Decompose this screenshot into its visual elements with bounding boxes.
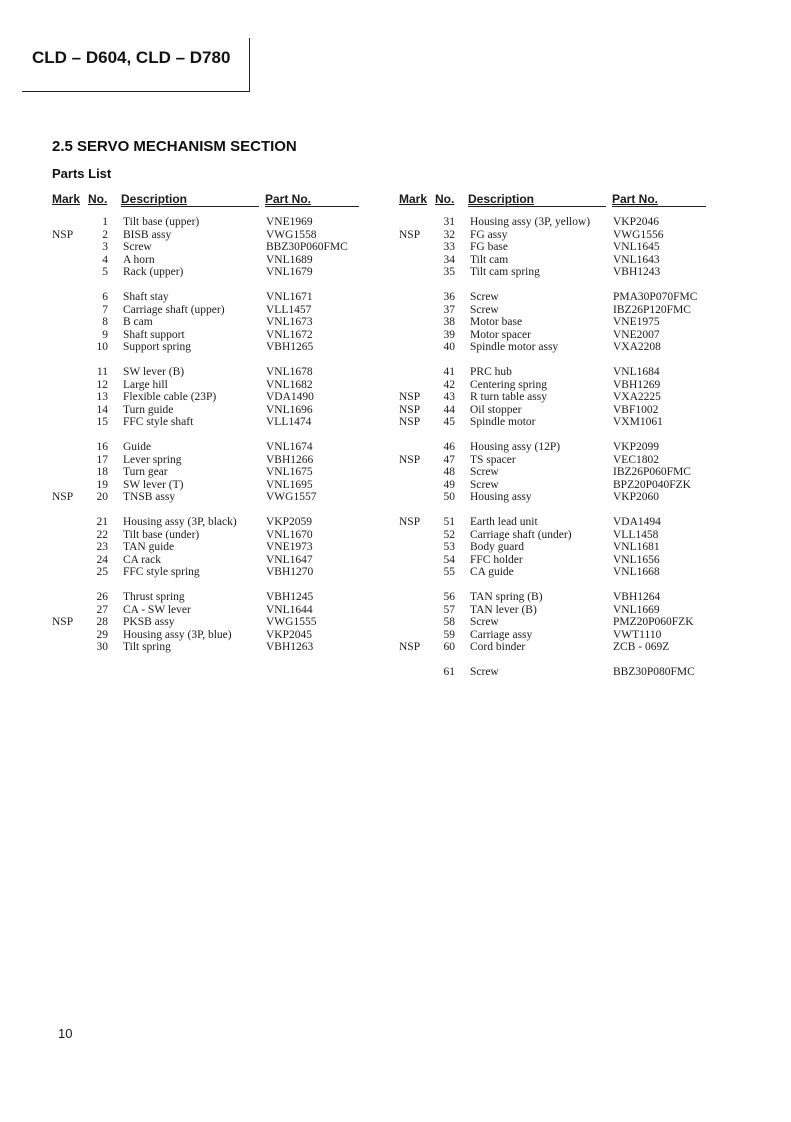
table-row bbox=[399, 216, 719, 229]
description-cell: SW lever (B) bbox=[123, 366, 185, 378]
description-cell: Housing assy (3P, blue) bbox=[123, 628, 232, 641]
table-row bbox=[52, 416, 372, 429]
header-rule bbox=[612, 206, 706, 207]
no-cell: 57 bbox=[443, 603, 455, 616]
table-row bbox=[52, 391, 372, 404]
table-row bbox=[399, 366, 719, 379]
no-cell: 36 bbox=[443, 291, 455, 303]
table-row bbox=[399, 316, 719, 329]
description-cell: FFC holder bbox=[470, 553, 523, 566]
description-cell: Screw bbox=[470, 303, 499, 316]
description-cell: FFC style shaft bbox=[123, 416, 194, 428]
no-cell: 35 bbox=[443, 266, 455, 278]
no-cell: 54 bbox=[443, 553, 455, 566]
part-no-cell: VDA1490 bbox=[266, 391, 314, 403]
part-no-cell: VXM1061 bbox=[613, 416, 663, 428]
no-cell: 51 bbox=[443, 516, 455, 528]
no-cell: 33 bbox=[443, 241, 455, 253]
table-row bbox=[399, 554, 719, 567]
no-cell: 42 bbox=[443, 378, 455, 391]
description-cell: Lever spring bbox=[123, 453, 182, 466]
description-cell: A horn bbox=[123, 253, 155, 266]
description-cell: Housing assy (12P) bbox=[470, 441, 561, 453]
document-header bbox=[22, 38, 250, 92]
no-cell: 22 bbox=[96, 528, 108, 541]
table-row bbox=[399, 391, 719, 404]
part-no-cell: VNL1682 bbox=[266, 378, 313, 391]
table-row bbox=[52, 541, 372, 554]
part-no-cell: VBH1263 bbox=[266, 641, 314, 653]
no-cell: 15 bbox=[96, 416, 108, 428]
no-cell: 56 bbox=[443, 591, 455, 603]
part-no-column-header: Part No. bbox=[612, 192, 659, 206]
table-row bbox=[399, 604, 719, 617]
part-no-cell: VXA2225 bbox=[613, 391, 661, 403]
description-cell: Spindle motor assy bbox=[470, 341, 559, 353]
part-no-cell: VBH1264 bbox=[613, 591, 661, 603]
description-cell: Screw bbox=[470, 478, 499, 491]
no-cell: 59 bbox=[443, 628, 455, 641]
part-no-cell: VNL1679 bbox=[266, 266, 313, 278]
no-cell: 61 bbox=[443, 666, 455, 678]
description-cell: Tilt cam spring bbox=[470, 266, 540, 278]
part-no-cell: VNE1973 bbox=[266, 541, 313, 553]
part-no-cell: VWG1556 bbox=[613, 228, 664, 241]
no-cell: 30 bbox=[96, 641, 108, 653]
description-cell: Flexible cable (23P) bbox=[123, 391, 217, 403]
no-cell: 31 bbox=[443, 216, 455, 228]
part-no-cell: VBH1270 bbox=[266, 566, 314, 578]
description-cell: SW lever (T) bbox=[123, 478, 184, 491]
no-cell: 48 bbox=[443, 466, 455, 478]
description-cell: Tilt cam bbox=[470, 253, 509, 266]
parts-list-heading: Parts List bbox=[52, 166, 112, 181]
no-cell: 26 bbox=[96, 591, 108, 603]
description-cell: Screw bbox=[470, 466, 499, 478]
no-cell: 39 bbox=[443, 328, 455, 341]
part-no-cell: VBF1002 bbox=[613, 403, 659, 416]
part-no-cell: VXA2208 bbox=[613, 341, 661, 353]
description-cell: TAN lever (B) bbox=[470, 603, 537, 616]
description-cell: PRC hub bbox=[470, 366, 512, 378]
description-cell: Motor base bbox=[470, 316, 523, 328]
no-cell: 2 bbox=[102, 228, 108, 241]
description-cell: Rack (upper) bbox=[123, 266, 184, 278]
description-cell: Oil stopper bbox=[470, 403, 522, 416]
document-title: CLD – D604, CLD – D780 bbox=[32, 48, 231, 67]
no-cell: 37 bbox=[443, 303, 455, 316]
no-cell: 20 bbox=[96, 491, 108, 503]
parts-groups bbox=[399, 216, 719, 679]
table-row bbox=[52, 529, 372, 542]
part-no-cell: VWG1555 bbox=[266, 616, 317, 628]
table-row bbox=[52, 379, 372, 392]
no-cell: 23 bbox=[96, 541, 108, 553]
no-cell: 46 bbox=[443, 441, 455, 453]
header-rule bbox=[121, 206, 259, 207]
table-row bbox=[52, 604, 372, 617]
description-cell: Turn guide bbox=[123, 403, 174, 416]
part-no-cell: VNL1647 bbox=[266, 553, 313, 566]
part-no-cell: VLL1474 bbox=[266, 416, 312, 428]
parts-group bbox=[399, 516, 719, 579]
part-no-cell: VNL1668 bbox=[613, 566, 660, 578]
mark-column-header: Mark bbox=[52, 192, 81, 206]
table-row bbox=[399, 641, 719, 654]
part-no-cell: VNL1678 bbox=[266, 366, 313, 378]
part-no-cell: VWG1557 bbox=[266, 491, 317, 503]
no-cell: 29 bbox=[96, 628, 108, 641]
part-no-column-header: Part No. bbox=[265, 192, 312, 206]
table-row bbox=[52, 629, 372, 642]
description-cell: Large hill bbox=[123, 378, 168, 391]
no-cell: 40 bbox=[443, 341, 455, 353]
table-row bbox=[52, 404, 372, 417]
no-cell: 38 bbox=[443, 316, 455, 328]
no-cell: 55 bbox=[443, 566, 455, 578]
part-no-cell: VWT1110 bbox=[613, 628, 662, 641]
no-cell: 6 bbox=[102, 291, 108, 303]
table-row bbox=[52, 566, 372, 579]
no-cell: 9 bbox=[102, 328, 108, 341]
description-cell: Housing assy (3P, black) bbox=[123, 516, 237, 528]
part-no-cell: VBH1266 bbox=[266, 453, 314, 466]
part-no-cell: IBZ26P060FMC bbox=[613, 466, 691, 478]
parts-group bbox=[52, 216, 372, 279]
description-cell: TS spacer bbox=[470, 453, 516, 466]
table-row bbox=[52, 291, 372, 304]
parts-group bbox=[52, 291, 372, 354]
mark-column-header: Mark bbox=[399, 192, 428, 206]
table-row bbox=[399, 329, 719, 342]
table-row bbox=[52, 241, 372, 254]
description-cell: Shaft support bbox=[123, 328, 185, 341]
no-cell: 28 bbox=[96, 616, 108, 628]
no-cell: 13 bbox=[96, 391, 108, 403]
part-no-cell: VNL1644 bbox=[266, 603, 313, 616]
no-cell: 1 bbox=[102, 216, 108, 228]
table-row bbox=[399, 304, 719, 317]
table-row bbox=[399, 229, 719, 242]
parts-group bbox=[52, 591, 372, 654]
mark-cell: NSP bbox=[399, 516, 421, 528]
table-row bbox=[52, 491, 372, 504]
part-no-cell: VKP2059 bbox=[266, 516, 313, 528]
table-row bbox=[399, 479, 719, 492]
table-row bbox=[399, 266, 719, 279]
page-number: 10 bbox=[58, 1026, 73, 1041]
table-row bbox=[399, 541, 719, 554]
mark-cell: NSP bbox=[399, 228, 421, 241]
no-cell: 16 bbox=[96, 441, 108, 453]
table-row bbox=[399, 566, 719, 579]
description-cell: Housing assy (3P, yellow) bbox=[470, 216, 591, 228]
part-no-cell: VKP2099 bbox=[613, 441, 660, 453]
part-no-cell: IBZ26P120FMC bbox=[613, 303, 691, 316]
no-cell: 45 bbox=[443, 416, 455, 428]
part-no-cell: VKP2045 bbox=[266, 628, 313, 641]
part-no-cell: VNL1674 bbox=[266, 441, 313, 453]
description-cell: TAN guide bbox=[123, 541, 175, 553]
mark-cell: NSP bbox=[399, 641, 421, 653]
header-rule bbox=[265, 206, 359, 207]
part-no-cell: VNL1695 bbox=[266, 478, 313, 491]
no-cell: 5 bbox=[102, 266, 108, 278]
parts-group bbox=[399, 666, 719, 679]
no-cell: 49 bbox=[443, 478, 455, 491]
no-cell: 3 bbox=[102, 241, 108, 253]
part-no-cell: VNL1656 bbox=[613, 553, 660, 566]
part-no-cell: VNL1643 bbox=[613, 253, 660, 266]
table-row bbox=[399, 629, 719, 642]
no-cell: 10 bbox=[96, 341, 108, 353]
parts-group bbox=[399, 216, 719, 279]
parts-group bbox=[52, 516, 372, 579]
mark-cell: NSP bbox=[399, 391, 421, 403]
table-row bbox=[52, 266, 372, 279]
part-no-cell: VEC1802 bbox=[613, 453, 659, 466]
mark-cell: NSP bbox=[52, 228, 74, 241]
table-row bbox=[399, 379, 719, 392]
part-no-cell: VLL1457 bbox=[266, 303, 312, 316]
part-no-cell: PMA30P070FMC bbox=[613, 291, 698, 303]
part-no-cell: VNL1645 bbox=[613, 241, 660, 253]
part-no-cell: VNE1975 bbox=[613, 316, 660, 328]
table-row bbox=[399, 291, 719, 304]
table-row bbox=[52, 479, 372, 492]
no-cell: 52 bbox=[443, 528, 455, 541]
description-cell: PKSB assy bbox=[123, 616, 175, 628]
no-cell: 8 bbox=[102, 316, 108, 328]
table-header bbox=[399, 190, 719, 208]
description-cell: R turn table assy bbox=[470, 391, 547, 403]
no-cell: 21 bbox=[96, 516, 108, 528]
description-column-header: Description bbox=[468, 192, 535, 206]
table-row bbox=[52, 229, 372, 242]
table-row bbox=[52, 329, 372, 342]
no-cell: 14 bbox=[96, 403, 108, 416]
description-cell: Centering spring bbox=[470, 378, 547, 391]
part-no-cell: VWG1558 bbox=[266, 228, 317, 241]
parts-group bbox=[52, 366, 372, 429]
description-cell: Cord binder bbox=[470, 641, 526, 653]
table-header bbox=[52, 190, 372, 208]
description-cell: Tilt base (under) bbox=[123, 528, 200, 541]
table-row bbox=[399, 404, 719, 417]
table-row bbox=[52, 304, 372, 317]
no-cell: 58 bbox=[443, 616, 455, 628]
table-row bbox=[399, 466, 719, 479]
description-cell: TNSB assy bbox=[123, 491, 176, 503]
no-cell: 19 bbox=[96, 478, 108, 491]
description-cell: Carriage shaft (upper) bbox=[123, 303, 225, 316]
no-cell: 4 bbox=[102, 253, 108, 266]
table-row bbox=[399, 491, 719, 504]
no-cell: 17 bbox=[96, 453, 108, 466]
table-row bbox=[399, 529, 719, 542]
part-no-cell: VBH1269 bbox=[613, 378, 661, 391]
description-cell: FG assy bbox=[470, 228, 508, 241]
table-row bbox=[52, 554, 372, 567]
no-cell: 27 bbox=[96, 603, 108, 616]
table-row bbox=[399, 416, 719, 429]
part-no-cell: VNL1689 bbox=[266, 253, 313, 266]
table-row bbox=[399, 241, 719, 254]
part-no-cell: VNL1671 bbox=[266, 291, 313, 303]
description-cell: Turn gear bbox=[123, 466, 168, 478]
table-row bbox=[399, 254, 719, 267]
part-no-cell: VDA1494 bbox=[613, 516, 661, 528]
table-row bbox=[399, 454, 719, 467]
parts-table-left bbox=[52, 190, 372, 666]
no-cell: 53 bbox=[443, 541, 455, 553]
parts-group bbox=[52, 441, 372, 504]
no-cell: 18 bbox=[96, 466, 108, 478]
description-cell: Screw bbox=[123, 241, 152, 253]
description-cell: Tilt base (upper) bbox=[123, 216, 200, 228]
description-cell: CA guide bbox=[470, 566, 514, 578]
table-row bbox=[52, 516, 372, 529]
parts-table-right bbox=[399, 190, 719, 691]
table-row bbox=[52, 441, 372, 454]
table-row bbox=[52, 454, 372, 467]
no-cell: 44 bbox=[443, 403, 455, 416]
no-cell: 43 bbox=[443, 391, 455, 403]
part-no-cell: VNL1670 bbox=[266, 528, 313, 541]
table-row bbox=[52, 641, 372, 654]
part-no-cell: BBZ30P080FMC bbox=[613, 666, 695, 678]
part-no-cell: VNE2007 bbox=[613, 328, 660, 341]
description-cell: Housing assy bbox=[470, 491, 532, 503]
part-no-cell: VNL1672 bbox=[266, 328, 313, 341]
description-cell: Body guard bbox=[470, 541, 524, 553]
mark-cell: NSP bbox=[52, 491, 74, 503]
description-cell: Support spring bbox=[123, 341, 192, 353]
mark-cell: NSP bbox=[399, 453, 421, 466]
no-cell: 60 bbox=[443, 641, 455, 653]
part-no-cell: BPZ20P040FZK bbox=[613, 478, 691, 491]
description-cell: FFC style spring bbox=[123, 566, 200, 578]
description-cell: CA - SW lever bbox=[123, 603, 191, 616]
description-cell: FG base bbox=[470, 241, 509, 253]
table-row bbox=[52, 466, 372, 479]
description-cell: Screw bbox=[470, 666, 499, 678]
description-cell: Tilt spring bbox=[123, 641, 171, 653]
part-no-cell: PMZ20P060FZK bbox=[613, 616, 694, 628]
part-no-cell: VKP2060 bbox=[613, 491, 660, 503]
description-cell: Spindle motor bbox=[470, 416, 536, 428]
part-no-cell: VNL1681 bbox=[613, 541, 660, 553]
table-row bbox=[52, 216, 372, 229]
description-cell: TAN spring (B) bbox=[470, 591, 543, 603]
part-no-cell: BBZ30P060FMC bbox=[266, 241, 348, 253]
description-column-header: Description bbox=[121, 192, 188, 206]
no-column-header: No. bbox=[435, 192, 455, 206]
part-no-cell: VBH1243 bbox=[613, 266, 661, 278]
parts-group bbox=[399, 366, 719, 429]
part-no-cell: VNL1675 bbox=[266, 466, 313, 478]
part-no-cell: VNL1673 bbox=[266, 316, 313, 328]
no-cell: 12 bbox=[96, 378, 108, 391]
table-row bbox=[52, 591, 372, 604]
no-cell: 34 bbox=[443, 253, 455, 266]
table-row bbox=[399, 341, 719, 354]
parts-group bbox=[399, 441, 719, 504]
part-no-cell: ZCB - 069Z bbox=[613, 641, 670, 653]
no-cell: 41 bbox=[443, 366, 455, 378]
description-cell: Shaft stay bbox=[123, 291, 169, 303]
no-cell: 47 bbox=[443, 453, 455, 466]
parts-group bbox=[399, 291, 719, 354]
description-cell: Carriage shaft (under) bbox=[470, 528, 572, 541]
no-cell: 25 bbox=[96, 566, 108, 578]
no-cell: 24 bbox=[96, 553, 108, 566]
part-no-cell: VNL1684 bbox=[613, 366, 660, 378]
no-cell: 7 bbox=[102, 303, 108, 316]
description-cell: BISB assy bbox=[123, 228, 172, 241]
no-cell: 50 bbox=[443, 491, 455, 503]
table-row bbox=[399, 441, 719, 454]
description-cell: Screw bbox=[470, 291, 499, 303]
description-cell: CA rack bbox=[123, 553, 162, 566]
table-row bbox=[399, 516, 719, 529]
table-row bbox=[399, 616, 719, 629]
part-no-cell: VBH1265 bbox=[266, 341, 314, 353]
mark-cell: NSP bbox=[399, 416, 421, 428]
description-cell: Carriage assy bbox=[470, 628, 533, 641]
table-row bbox=[52, 254, 372, 267]
description-cell: Guide bbox=[123, 441, 152, 453]
no-cell: 11 bbox=[96, 366, 108, 378]
part-no-cell: VNL1696 bbox=[266, 403, 313, 416]
table-row bbox=[52, 341, 372, 354]
table-row bbox=[52, 616, 372, 629]
part-no-cell: VNL1669 bbox=[613, 603, 660, 616]
no-cell: 32 bbox=[443, 228, 455, 241]
description-cell: Earth lead unit bbox=[470, 516, 538, 528]
description-cell: Motor spacer bbox=[470, 328, 531, 341]
mark-cell: NSP bbox=[52, 616, 74, 628]
description-cell: Screw bbox=[470, 616, 499, 628]
part-no-cell: VLL1458 bbox=[613, 528, 659, 541]
table-row bbox=[399, 591, 719, 604]
section-title: 2.5 SERVO MECHANISM SECTION bbox=[52, 138, 297, 155]
part-no-cell: VNE1969 bbox=[266, 216, 313, 228]
mark-cell: NSP bbox=[399, 403, 421, 416]
header-rule bbox=[468, 206, 606, 207]
parts-group bbox=[399, 591, 719, 654]
parts-groups bbox=[52, 216, 372, 654]
table-row bbox=[52, 316, 372, 329]
description-cell: Thrust spring bbox=[123, 591, 185, 603]
part-no-cell: VKP2046 bbox=[613, 216, 660, 228]
table-row bbox=[399, 666, 719, 679]
no-column-header: No. bbox=[88, 192, 108, 206]
table-row bbox=[52, 366, 372, 379]
part-no-cell: VBH1245 bbox=[266, 591, 314, 603]
description-cell: B cam bbox=[123, 316, 153, 328]
